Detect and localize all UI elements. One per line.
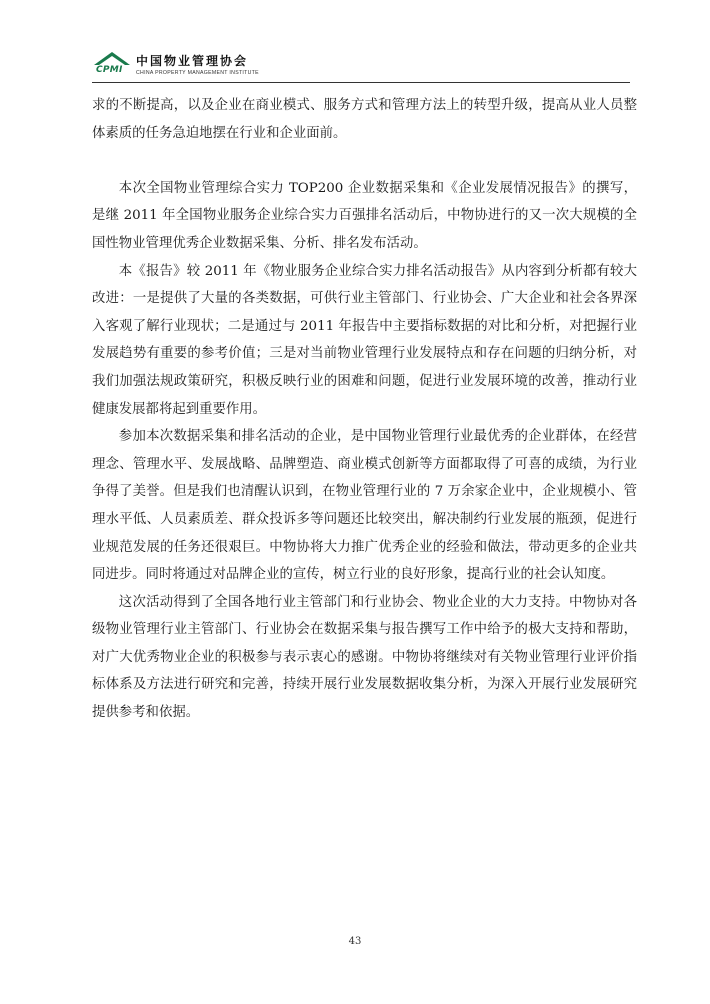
page-header (92, 50, 259, 76)
paragraph: 参加本次数据采集和排名活动的企业，是中国物业管理行业最优秀的企业群体，在经营理念、管理水平、发展战略、品牌塑造、商业模式创新等方面都取得了可喜的成绩，为行业争得了美誉。但是我们也清醒认识到，在物业管理行业的 7 万余家企业中，企业规模小、管理水平低、人员素质差、群众投诉多等问题还比较突出，解决制约行业发展的瓶颈，促进行业规范发展的任务还很艰巨。中物协将大力推广优秀企业的经验和做法，带动更多的企业共同进步。同时将通过对品牌企业的宣传，树立行业的良好形象，提高行业的社会认知度。 (92, 429, 637, 583)
paragraph: 本次全国物业管理综合实力 TOP200 企业数据采集和《企业发展情况报告》的撰写，是继 2011 年全国物业服务企业综合实力百强排名活动后，中物协进行的又一次大规模的全国性物业管理优秀企业数据采集、分析、排名发布活动。 (92, 180, 637, 251)
org-name-en: CHINA PROPERTY MANAGEMENT INSTITUTE (136, 70, 259, 76)
document-body (92, 92, 637, 727)
logo-acronym: CPMI (96, 65, 123, 75)
paragraph-continued: 求的不断提高，以及企业在商业模式、服务方式和管理方法上的转型升级，提高从业人员整体素质的任务急迫地摆在行业和企业面前。 (92, 98, 637, 141)
paragraph: 这次活动得到了全国各地行业主管部门和行业协会、物业企业的大力支持。中物协对各级物业管理行业主管部门、行业协会在数据采集与报告撰写工作中给予的极大支持和帮助，对广大优秀物业企业的积极参与表示衷心的感谢。中物协将继续对有关物业管理行业评价指标体系及方法进行研究和完善，持续开展行业发展数据收集分析，为深入开展行业发展研究提供参考和依据。 (92, 594, 637, 721)
header-divider (92, 82, 630, 83)
org-name-cn: 中国物业管理协会 (136, 54, 249, 68)
page-number: 43 (348, 936, 362, 947)
cpmi-logo (92, 50, 132, 76)
paragraph: 本《报告》较 2011 年《物业服务企业综合实力排名活动报告》从内容到分析都有较大改进：一是提供了大量的各类数据，可供行业主管部门、行业协会、广大企业和社会各界深入客观了解行业现状；二是通过与 2011 年报告中主要指标数据的对比和分析，对把握行业发展趋势有重要的参考价值；三是对当前物业管理行业发展特点和存在问题的归纳分析，对我们加强法规政策研究，积极反映行业的困难和问题，促进行业发展环境的改善，推动行业健康发展都将起到重要作用。 (92, 263, 637, 417)
organization-name (136, 52, 259, 76)
paragraph-gap (92, 147, 637, 175)
